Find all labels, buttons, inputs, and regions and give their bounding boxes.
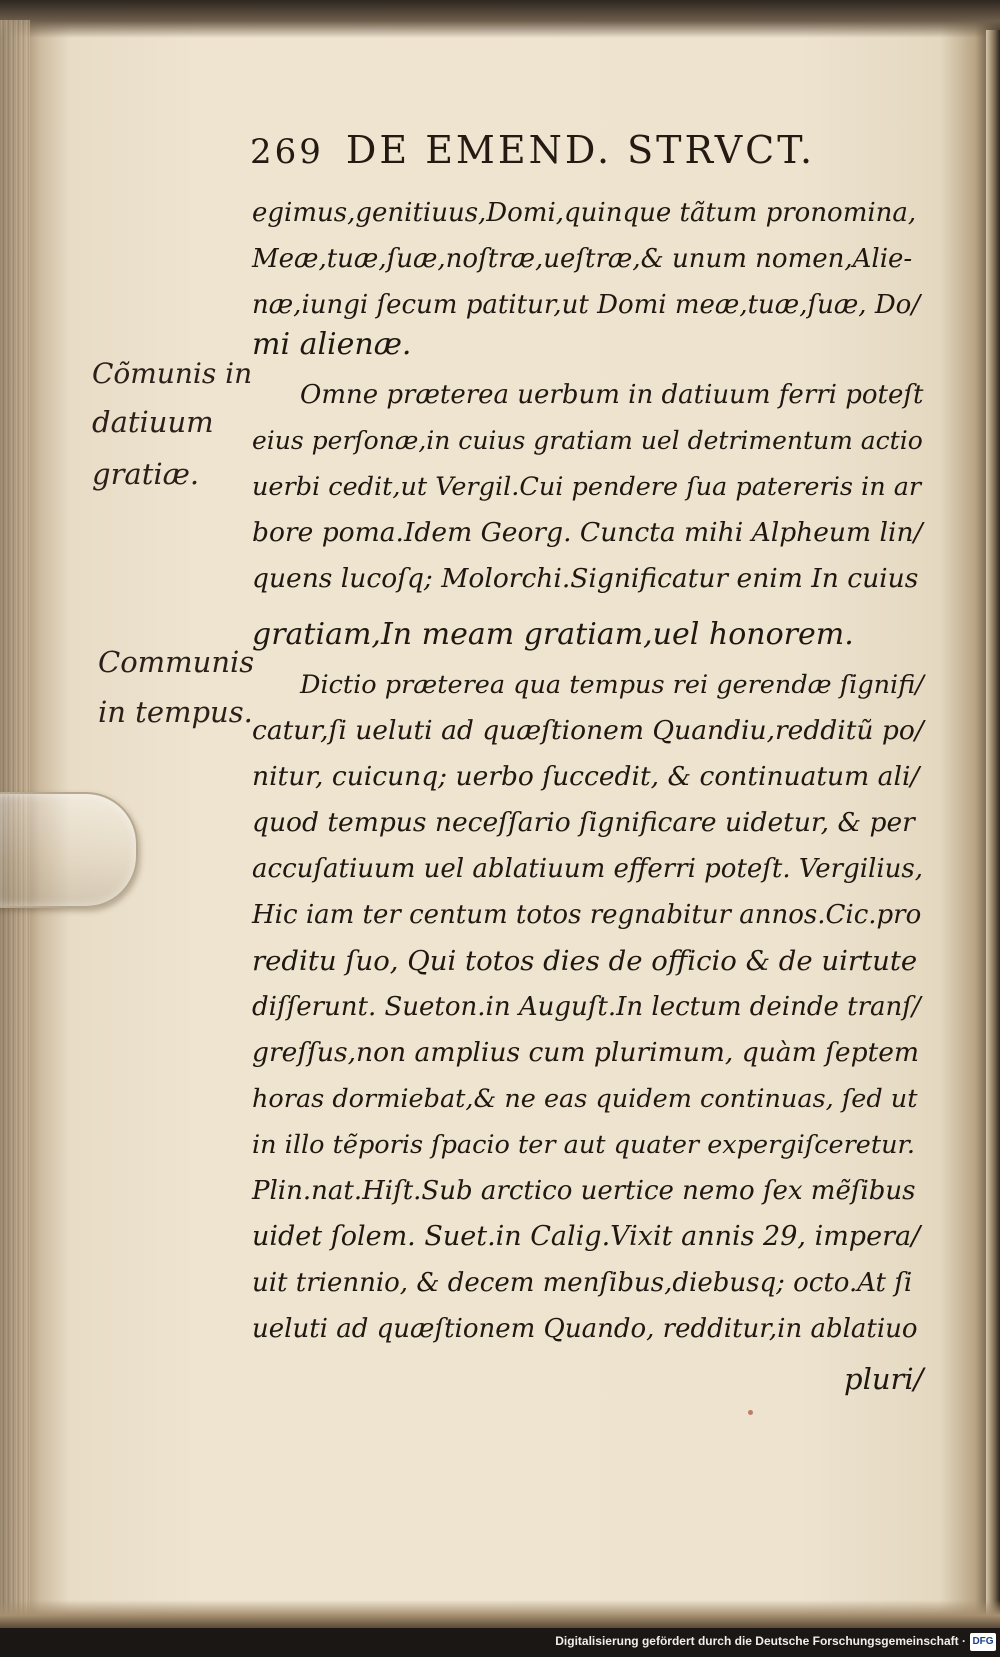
funding-credit: Digitalisierung gefördert durch die Deutsche Forschungsgemeinschaft · xyxy=(555,1634,966,1648)
running-head xyxy=(250,128,850,176)
text-line: uerbi cedit,ut Vergil.Cui pendere ſua patereris in ar xyxy=(252,472,922,502)
text-line: accuſatiuum uel ablatiuum efferri poteſt. Vergilius, xyxy=(252,854,924,884)
margin-note: gratiæ. xyxy=(92,457,200,491)
text-line: egimus,genitiuus,Domi,quinque tãtum pronomina, xyxy=(252,198,917,228)
text-line: Omne præterea uerbum in datiuum ferri poteſt xyxy=(300,380,924,410)
book-clip xyxy=(0,792,138,908)
text-line: eius perſonæ,in cuius gratiam uel detrimentum actio xyxy=(252,426,923,455)
catchword: pluri/ xyxy=(844,1362,924,1396)
text-line: quens lucoſq; Molorchi.Significatur enim In cuius xyxy=(252,563,919,594)
text-line: Meæ,tuæ,ſuæ,noſtræ,ueſtræ,& unum nomen,Alie- xyxy=(252,244,913,274)
text-line: mi alienæ. xyxy=(252,327,412,362)
scan-top-shadow xyxy=(0,0,1000,38)
dfg-logo: DFG xyxy=(970,1633,996,1651)
text-line: in illo tẽporis ſpacio ter aut quater expergiſceretur. xyxy=(252,1130,916,1160)
text-line: bore poma.Idem Georg. Cuncta mihi Alpheum lin/ xyxy=(252,517,923,548)
text-line: diſſerunt. Sueton.in Auguſt.In lectum deinde tranſ/ xyxy=(252,992,921,1022)
page-edge-right xyxy=(986,30,1000,1620)
text-line: uidet ſolem. Suet.in Calig.Vixit annis 29, impera/ xyxy=(252,1221,921,1252)
text-line: uit triennio, & decem menſibus,diebusq; octo.At ſi xyxy=(252,1268,913,1298)
text-line: Plin.nat.Hiſt.Sub arctico uertice nemo ſex mẽſibus xyxy=(252,1176,916,1206)
text-line: Dictio præterea qua tempus rei gerendæ ſignifi/ xyxy=(300,670,924,700)
text-line: reditu ſuo, Qui totos dies de officio & de uirtute xyxy=(252,945,918,977)
text-line: Hic iam ter centum totos regnabitur annos.Cic.pro xyxy=(252,900,922,930)
text-line: gratiam,In meam gratiam,uel honorem. xyxy=(252,617,854,652)
text-line: næ,iungi ſecum patitur,ut Domi meæ,tuæ,ſuæ, Do/ xyxy=(252,290,921,320)
text-line: ueluti ad quæſtionem Quando, redditur,in ablatiuo xyxy=(252,1314,918,1344)
margin-note: in tempus. xyxy=(98,695,253,729)
text-line: greſſus,non amplius cum plurimum, quàm ſeptem xyxy=(252,1037,920,1068)
page-number: 269 xyxy=(250,132,324,172)
margin-note: Cõmunis in xyxy=(92,357,253,390)
margin-note: Communis xyxy=(98,645,255,679)
text-line: horas dormiebat,& ne eas quidem continuas, ſed ut xyxy=(252,1084,918,1114)
text-line: nitur, cuicunq; uerbo ſuccedit, & continuatum ali/ xyxy=(252,761,920,792)
running-title: DE EMEND. STRVCT. xyxy=(345,128,816,172)
page-bottom-shadow xyxy=(0,1600,1000,1628)
text-line: quod tempus neceſſario ſignificare uidetur, & per xyxy=(252,807,915,838)
ink-speck xyxy=(748,1410,753,1415)
text-line: catur,ſi ueluti ad quæſtionem Quandiu,redditũ po/ xyxy=(252,715,924,746)
margin-note: datiuum xyxy=(92,405,214,439)
